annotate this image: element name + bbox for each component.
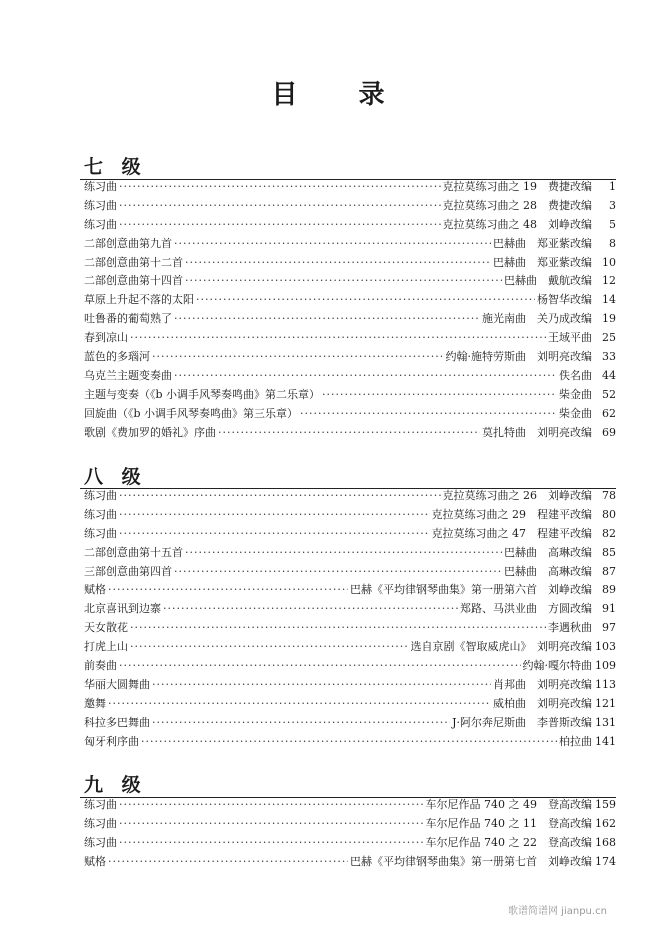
toc-entry bbox=[84, 197, 616, 216]
entry-credit: 巴赫曲 高琳改编 bbox=[504, 564, 592, 578]
entry-page-number: 174 bbox=[595, 854, 616, 868]
toc-entry bbox=[84, 254, 616, 273]
toc-entry bbox=[84, 600, 616, 619]
entry-title: 北京喜讯到边寨 bbox=[84, 602, 161, 616]
entry-credit: 车尔尼作品 740 之 11 登高改编 bbox=[425, 816, 592, 830]
entry-title: 练习曲 bbox=[84, 835, 117, 849]
entry-page-number: 87 bbox=[602, 564, 616, 578]
entry-title: 练习曲 bbox=[84, 198, 117, 212]
entry-page-number: 19 bbox=[602, 312, 616, 326]
entry-credit: 克拉莫练习曲之 19 费捷改编 bbox=[442, 180, 592, 193]
section-heading: 八 级 bbox=[84, 466, 147, 488]
entry-credit: 克拉莫练习曲之 28 费捷改编 bbox=[442, 198, 592, 212]
toc-entry bbox=[84, 834, 616, 853]
dot-leader bbox=[152, 348, 444, 367]
toc-entry bbox=[84, 638, 616, 657]
entry-title: 三部创意曲第四首 bbox=[84, 564, 172, 578]
dot-leader bbox=[130, 619, 546, 638]
entry-title: 歌剧《费加罗的婚礼》序曲 bbox=[84, 425, 216, 439]
entry-title: 练习曲 bbox=[84, 507, 117, 521]
toc-entry bbox=[84, 853, 616, 872]
toc-entry bbox=[84, 714, 616, 733]
dot-leader bbox=[119, 197, 441, 216]
toc-entry bbox=[84, 581, 616, 600]
entry-credit: 巴赫《平均律钢琴曲集》第一册第六首 刘峥改编 bbox=[350, 583, 592, 597]
entry-title: 赋格 bbox=[84, 583, 106, 597]
entry-title: 前奏曲 bbox=[84, 659, 117, 673]
toc-entry bbox=[84, 216, 616, 235]
entry-page-number: 103 bbox=[595, 640, 616, 654]
entry-credit: 肖邦曲 刘明亮改编 bbox=[493, 677, 592, 691]
dot-leader bbox=[300, 405, 557, 424]
dot-leader bbox=[119, 216, 441, 235]
entry-title: 科拉多巴舞曲 bbox=[84, 715, 150, 729]
toc-entry bbox=[84, 796, 616, 815]
entry-credit: 选自京剧《智取威虎山》 刘明亮改编 bbox=[410, 640, 592, 654]
entry-title: 吐鲁番的葡萄熟了 bbox=[84, 312, 172, 326]
toc-entry bbox=[84, 676, 616, 695]
entry-credit: 柴金曲 bbox=[559, 406, 592, 420]
dot-leader bbox=[130, 638, 409, 657]
dot-leader bbox=[174, 367, 557, 386]
toc-entry bbox=[84, 657, 616, 676]
entry-page-number: 162 bbox=[595, 816, 616, 830]
entry-title: 二部创意曲第九首 bbox=[84, 236, 172, 250]
section-heading: 七 级 bbox=[84, 156, 147, 178]
toc-entry bbox=[84, 329, 616, 348]
entry-title: 主题与变奏（《b 小调手风琴奏鸣曲》第二乐章） bbox=[84, 387, 321, 401]
toc-entry bbox=[84, 348, 616, 367]
entry-title: 回旋曲（《b 小调手风琴奏鸣曲》第三乐章） bbox=[84, 406, 299, 420]
entry-page-number: 12 bbox=[602, 274, 616, 288]
toc-entry bbox=[84, 424, 616, 443]
dot-leader bbox=[119, 815, 424, 834]
entry-title: 草原上升起不落的太阳 bbox=[84, 293, 194, 307]
toc-list bbox=[84, 796, 616, 872]
dot-leader bbox=[119, 487, 441, 506]
entry-page-number: 80 bbox=[602, 507, 616, 521]
entry-credit: 巴赫曲 高琳改编 bbox=[504, 545, 592, 559]
entry-credit: 莫扎特曲 刘明亮改编 bbox=[482, 425, 592, 439]
entry-credit: 李遇秋曲 bbox=[548, 621, 592, 635]
entry-credit: 克拉莫练习曲之 26 刘峥改编 bbox=[442, 489, 592, 502]
entry-page-number: 131 bbox=[595, 715, 616, 729]
entry-title: 打虎上山 bbox=[84, 640, 128, 654]
dot-leader bbox=[119, 834, 424, 853]
entry-credit: 巴赫曲 郑亚紫改编 bbox=[493, 255, 592, 269]
toc-entry bbox=[84, 386, 616, 405]
dot-leader bbox=[130, 329, 546, 348]
entry-title: 练习曲 bbox=[84, 217, 117, 231]
toc-entry bbox=[84, 695, 616, 714]
dot-leader bbox=[218, 424, 480, 443]
entry-page-number: 97 bbox=[602, 621, 616, 635]
dot-leader bbox=[196, 291, 535, 310]
dot-leader bbox=[108, 853, 348, 872]
entry-credit: 柴金曲 bbox=[559, 387, 592, 401]
entry-title: 练习曲 bbox=[84, 816, 117, 830]
entry-page-number: 78 bbox=[602, 489, 616, 502]
dot-leader bbox=[152, 714, 450, 733]
page-title: 目 录 bbox=[271, 80, 411, 110]
toc-entry bbox=[84, 272, 616, 291]
entry-page-number: 113 bbox=[595, 677, 616, 691]
dot-leader bbox=[108, 695, 491, 714]
entry-credit: 佚名曲 bbox=[559, 368, 592, 382]
toc-list bbox=[84, 487, 616, 751]
entry-credit: 克拉莫练习曲之 29 程建平改编 bbox=[431, 507, 592, 521]
entry-page-number: 168 bbox=[595, 835, 616, 849]
entry-credit: 克拉莫练习曲之 48 刘峥改编 bbox=[442, 217, 592, 231]
entry-title: 练习曲 bbox=[84, 798, 117, 811]
entry-title: 二部创意曲第十二首 bbox=[84, 255, 183, 269]
entry-page-number: 109 bbox=[595, 659, 616, 673]
dot-leader bbox=[185, 254, 491, 273]
dot-leader bbox=[152, 676, 491, 695]
entry-title: 练习曲 bbox=[84, 526, 117, 540]
toc-entry bbox=[84, 815, 616, 834]
entry-credit: 柏拉曲 bbox=[559, 734, 592, 748]
dot-leader bbox=[108, 581, 348, 600]
toc-entry bbox=[84, 291, 616, 310]
dot-leader bbox=[119, 796, 424, 815]
entry-title: 练习曲 bbox=[84, 180, 117, 193]
dot-leader bbox=[185, 544, 502, 563]
entry-credit: 郑路、马洪业曲 方圆改编 bbox=[460, 602, 592, 616]
entry-page-number: 82 bbox=[602, 526, 616, 540]
entry-title: 二部创意曲第十五首 bbox=[84, 545, 183, 559]
entry-credit: 约翰·施特劳斯曲 刘明亮改编 bbox=[445, 350, 592, 364]
dot-leader bbox=[174, 310, 480, 329]
entry-page-number: 52 bbox=[602, 387, 616, 401]
entry-credit: 巴赫《平均律钢琴曲集》第一册第七首 刘峥改编 bbox=[350, 854, 592, 868]
entry-page-number: 14 bbox=[602, 293, 616, 307]
entry-credit: 威柏曲 刘明亮改编 bbox=[493, 696, 592, 710]
toc-entry bbox=[84, 487, 616, 506]
dot-leader bbox=[141, 733, 557, 752]
entry-title: 练习曲 bbox=[84, 489, 117, 502]
entry-credit: 车尔尼作品 740 之 49 登高改编 bbox=[425, 798, 592, 811]
entry-page-number: 5 bbox=[609, 217, 616, 231]
entry-page-number: 25 bbox=[602, 331, 616, 345]
entry-title: 春到凉山 bbox=[84, 331, 128, 345]
entry-page-number: 159 bbox=[595, 798, 616, 811]
entry-page-number: 10 bbox=[602, 255, 616, 269]
toc-entry bbox=[84, 525, 616, 544]
watermark: 歌谱简谱网 jianpu.cn bbox=[508, 906, 607, 917]
dot-leader bbox=[174, 235, 491, 254]
entry-page-number: 44 bbox=[602, 368, 616, 382]
dot-leader bbox=[119, 506, 430, 525]
toc-list bbox=[84, 178, 616, 442]
entry-page-number: 69 bbox=[602, 425, 616, 439]
entry-page-number: 3 bbox=[609, 198, 616, 212]
entry-credit: 王域平曲 bbox=[548, 331, 592, 345]
dot-leader bbox=[163, 600, 458, 619]
entry-title: 天女散花 bbox=[84, 621, 128, 635]
entry-title: 乌克兰主题变奏曲 bbox=[84, 368, 172, 382]
entry-credit: 车尔尼作品 740 之 22 登高改编 bbox=[425, 835, 592, 849]
entry-credit: 巴赫曲 郑亚紫改编 bbox=[493, 236, 592, 250]
entry-page-number: 89 bbox=[602, 583, 616, 597]
entry-title: 二部创意曲第十四首 bbox=[84, 274, 183, 288]
entry-title: 蓝色的多瑙河 bbox=[84, 350, 150, 364]
toc-entry bbox=[84, 178, 616, 197]
toc-entry bbox=[84, 619, 616, 638]
toc-entry bbox=[84, 235, 616, 254]
dot-leader bbox=[185, 272, 502, 291]
entry-title: 赋格 bbox=[84, 854, 106, 868]
entry-page-number: 62 bbox=[602, 406, 616, 420]
toc-entry bbox=[84, 733, 616, 752]
dot-leader bbox=[119, 657, 521, 676]
entry-credit: 施光南曲 关乃成改编 bbox=[482, 312, 592, 326]
dot-leader bbox=[119, 525, 430, 544]
toc-entry bbox=[84, 506, 616, 525]
dot-leader bbox=[119, 178, 441, 197]
entry-page-number: 91 bbox=[602, 602, 616, 616]
entry-page-number: 85 bbox=[602, 545, 616, 559]
dot-leader bbox=[322, 386, 557, 405]
entry-page-number: 121 bbox=[595, 696, 616, 710]
entry-page-number: 1 bbox=[609, 180, 616, 193]
entry-title: 华丽大圆舞曲 bbox=[84, 677, 150, 691]
toc-entry bbox=[84, 563, 616, 582]
toc-entry bbox=[84, 367, 616, 386]
entry-title: 匈牙利序曲 bbox=[84, 734, 139, 748]
section-heading: 九 级 bbox=[84, 774, 147, 796]
entry-title: 邀舞 bbox=[84, 696, 106, 710]
toc-entry bbox=[84, 310, 616, 329]
entry-credit: 约翰·嘎尔特曲 bbox=[522, 659, 592, 673]
entry-page-number: 33 bbox=[602, 350, 616, 364]
entry-page-number: 8 bbox=[609, 236, 616, 250]
entry-credit: 巴赫曲 戴航改编 bbox=[504, 274, 592, 288]
entry-credit: 杨智华改编 bbox=[537, 293, 592, 307]
entry-page-number: 141 bbox=[595, 734, 616, 748]
entry-credit: J·阿尔奔尼斯曲 李普斯改编 bbox=[452, 715, 592, 729]
dot-leader bbox=[174, 563, 502, 582]
entry-credit: 克拉莫练习曲之 47 程建平改编 bbox=[431, 526, 592, 540]
toc-entry bbox=[84, 544, 616, 563]
toc-entry bbox=[84, 405, 616, 424]
